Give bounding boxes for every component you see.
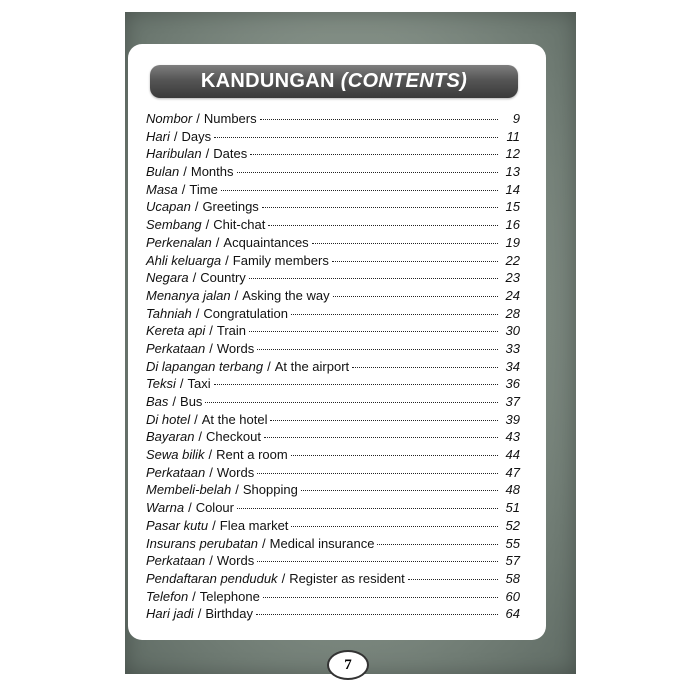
entry-english-title: Acquaintances	[223, 234, 309, 250]
toc-entry	[146, 553, 520, 571]
entry-malay-title: Sembang	[146, 217, 202, 233]
entry-page-number: 58	[505, 570, 520, 586]
entry-page-number: 39	[505, 411, 520, 427]
entry-malay-title: Pendaftaran penduduk	[146, 570, 278, 586]
entry-separator: /	[215, 234, 220, 250]
entry-separator: /	[209, 340, 213, 356]
entry-page-number: 12	[505, 146, 520, 162]
entry-page-number: 55	[505, 535, 520, 551]
dot-leader	[257, 473, 498, 474]
entry-separator: /	[205, 146, 210, 162]
entry-malay-title: Hari jadi	[146, 606, 194, 622]
entry-english-title: At the hotel	[201, 411, 268, 427]
toc-entry	[146, 164, 520, 182]
entry-malay-title: Telefon	[146, 588, 189, 604]
entry-page-number: 48	[505, 482, 520, 498]
entry-malay-title: Perkenalan	[146, 234, 212, 250]
entry-separator: /	[188, 500, 192, 516]
entry-separator: /	[195, 305, 200, 321]
entry-malay-title: Sewa bilik	[146, 447, 205, 463]
dot-leader	[250, 154, 498, 155]
entry-page-number: 14	[505, 181, 520, 197]
toc-entry	[146, 606, 520, 624]
dot-leader	[256, 614, 498, 615]
toc-entry	[146, 429, 520, 447]
entry-separator: /	[281, 570, 286, 586]
entry-english-title: Words	[216, 340, 255, 356]
toc-entry	[146, 306, 520, 324]
toc-entry	[146, 465, 520, 483]
dot-leader	[237, 508, 498, 509]
page-number-badge: 7	[327, 650, 369, 680]
entry-english-title: Colour	[195, 500, 234, 516]
entry-english-title: Greetings	[202, 199, 259, 215]
entry-separator: /	[192, 588, 196, 604]
toc-entry	[146, 199, 520, 217]
entry-english-title: Days	[181, 128, 212, 144]
entry-malay-title: Perkataan	[146, 553, 206, 569]
toc-entry	[146, 536, 520, 554]
entry-english-title: At the airport	[274, 358, 350, 374]
entry-malay-title: Menanya jalan	[146, 287, 231, 303]
contents-card	[128, 44, 546, 673]
entry-english-title: Family members	[232, 252, 329, 268]
entry-english-title: Checkout	[206, 429, 261, 445]
entry-page-number: 30	[505, 323, 520, 339]
entry-page-number: 28	[505, 305, 520, 321]
entry-separator: /	[173, 128, 178, 144]
entry-english-title: Time	[189, 181, 218, 197]
dot-leader	[214, 384, 498, 385]
entry-page-number: 44	[505, 447, 520, 463]
dot-leader	[352, 367, 498, 368]
dot-leader	[214, 137, 498, 138]
entry-malay-title: Insurans perubatan	[146, 535, 259, 551]
toc-entry	[146, 482, 520, 500]
entry-english-title: Shopping	[242, 482, 298, 498]
toc-entry	[146, 323, 520, 341]
dot-leader	[257, 349, 498, 350]
dot-leader	[377, 544, 498, 545]
entry-page-number: 51	[505, 500, 520, 516]
entry-english-title: Numbers	[203, 111, 257, 126]
entry-separator: /	[262, 535, 266, 551]
entry-separator: /	[267, 358, 271, 374]
dot-leader	[408, 579, 498, 580]
entry-separator: /	[234, 287, 239, 303]
entry-separator: /	[209, 464, 213, 480]
toc-entry	[146, 129, 520, 147]
title-english: (CONTENTS)	[340, 70, 468, 92]
entry-page-number: 15	[505, 199, 520, 215]
entry-english-title: Flea market	[219, 517, 289, 533]
entry-page-number: 22	[505, 252, 520, 268]
entry-english-title: Dates	[213, 146, 248, 162]
entry-english-title: Words	[216, 553, 255, 569]
entry-english-title: Birthday	[205, 606, 254, 622]
entry-separator: /	[205, 217, 210, 233]
dot-leader	[249, 278, 498, 279]
toc-entry	[146, 518, 520, 536]
entry-separator: /	[198, 429, 203, 445]
entry-malay-title: Di lapangan terbang	[146, 358, 264, 374]
toc-entry	[146, 359, 520, 377]
entry-separator: /	[197, 606, 202, 622]
entry-separator: /	[192, 270, 197, 286]
entry-english-title: Congratulation	[203, 305, 288, 321]
dot-leader	[263, 597, 498, 598]
entry-page-number: 64	[505, 606, 520, 622]
entry-english-title: Asking the way	[242, 287, 330, 303]
entry-page-number: 43	[505, 429, 520, 445]
entry-malay-title: Nombor	[146, 111, 193, 126]
entry-separator: /	[183, 164, 187, 180]
entry-separator: /	[209, 553, 213, 569]
entry-malay-title: Teksi	[146, 376, 176, 392]
entry-page-number: 16	[505, 217, 520, 233]
entry-english-title: Taxi	[187, 376, 211, 392]
toc-entry	[146, 235, 520, 253]
entry-page-number: 9	[512, 111, 520, 126]
entry-malay-title: Ahli keluarga	[146, 252, 222, 268]
entry-separator: /	[225, 252, 229, 268]
entry-separator: /	[196, 111, 200, 126]
entry-malay-title: Haribulan	[146, 146, 202, 162]
entry-malay-title: Bayaran	[146, 429, 195, 445]
entry-malay-title: Perkataan	[146, 464, 206, 480]
entry-malay-title: Perkataan	[146, 340, 206, 356]
dot-leader	[291, 455, 498, 456]
entry-page-number: 11	[506, 128, 520, 144]
entry-malay-title: Bas	[146, 394, 169, 409]
entry-separator: /	[208, 447, 213, 463]
dot-leader	[257, 561, 498, 562]
toc-entry	[146, 500, 520, 518]
entry-separator: /	[181, 181, 186, 197]
entry-page-number: 23	[505, 270, 520, 286]
entry-english-title: Country	[200, 270, 246, 286]
entry-english-title: Rent a room	[216, 447, 288, 463]
entry-english-title: Bus	[180, 394, 203, 409]
dot-leader	[237, 172, 498, 173]
entry-malay-title: Negara	[146, 270, 189, 286]
title-malay: KANDUNGAN	[200, 70, 335, 92]
toc-entry	[146, 412, 520, 430]
contents-list	[146, 111, 520, 624]
dot-leader	[333, 296, 498, 297]
dot-leader	[301, 490, 498, 491]
entry-english-title: Months	[190, 164, 234, 180]
entry-page-number: 57	[505, 553, 520, 569]
dot-leader	[291, 314, 498, 315]
entry-malay-title: Ucapan	[146, 199, 191, 215]
dot-leader	[260, 119, 498, 120]
toc-entry	[146, 341, 520, 359]
toc-entry	[146, 589, 520, 607]
entry-malay-title: Kereta api	[146, 323, 206, 339]
entry-malay-title: Tahniah	[146, 305, 192, 321]
toc-entry	[146, 394, 520, 412]
dot-leader	[264, 437, 498, 438]
dot-leader	[312, 243, 498, 244]
entry-separator: /	[172, 394, 177, 409]
toc-entry	[146, 270, 520, 288]
entry-english-title: Words	[216, 464, 255, 480]
toc-entry	[146, 288, 520, 306]
dot-leader	[262, 207, 498, 208]
entry-page-number: 24	[505, 287, 520, 303]
entry-separator: /	[235, 482, 239, 498]
toc-entry	[146, 146, 520, 164]
dot-leader	[249, 331, 498, 332]
entry-page-number: 34	[505, 358, 520, 374]
entry-malay-title: Membeli-belah	[146, 482, 232, 498]
entry-page-number: 33	[505, 340, 520, 356]
toc-entry	[146, 253, 520, 271]
toc-entry	[146, 111, 520, 129]
dot-leader	[221, 190, 498, 191]
entry-page-number: 60	[505, 588, 520, 604]
toc-entry	[146, 182, 520, 200]
entry-malay-title: Hari	[146, 128, 170, 144]
contents-title-bar	[150, 65, 518, 98]
dot-leader	[268, 225, 498, 226]
toc-entry	[146, 376, 520, 394]
entry-english-title: Register as resident	[289, 570, 405, 586]
entry-separator: /	[212, 517, 216, 533]
dot-leader	[332, 261, 498, 262]
entry-malay-title: Pasar kutu	[146, 517, 209, 533]
dot-leader	[205, 402, 498, 403]
entry-english-title: Medical insurance	[269, 535, 375, 551]
entry-page-number: 19	[505, 234, 520, 250]
entry-page-number: 47	[505, 464, 520, 480]
entry-english-title: Train	[216, 323, 247, 339]
entry-separator: /	[194, 199, 199, 215]
book-page	[125, 12, 576, 674]
entry-page-number: 36	[505, 376, 520, 392]
entry-english-title: Telephone	[199, 588, 260, 604]
entry-english-title: Chit-chat	[213, 217, 266, 233]
dot-leader	[291, 526, 498, 527]
entry-page-number: 13	[505, 164, 520, 180]
toc-entry	[146, 571, 520, 589]
entry-malay-title: Bulan	[146, 164, 180, 180]
entry-page-number: 52	[505, 517, 520, 533]
entry-malay-title: Warna	[146, 500, 185, 516]
toc-entry	[146, 447, 520, 465]
dot-leader	[270, 420, 498, 421]
entry-malay-title: Masa	[146, 181, 178, 197]
entry-page-number: 37	[505, 394, 520, 409]
entry-separator: /	[179, 376, 184, 392]
entry-malay-title: Di hotel	[146, 411, 191, 427]
entry-separator: /	[209, 323, 213, 339]
entry-separator: /	[194, 411, 198, 427]
toc-entry	[146, 217, 520, 235]
